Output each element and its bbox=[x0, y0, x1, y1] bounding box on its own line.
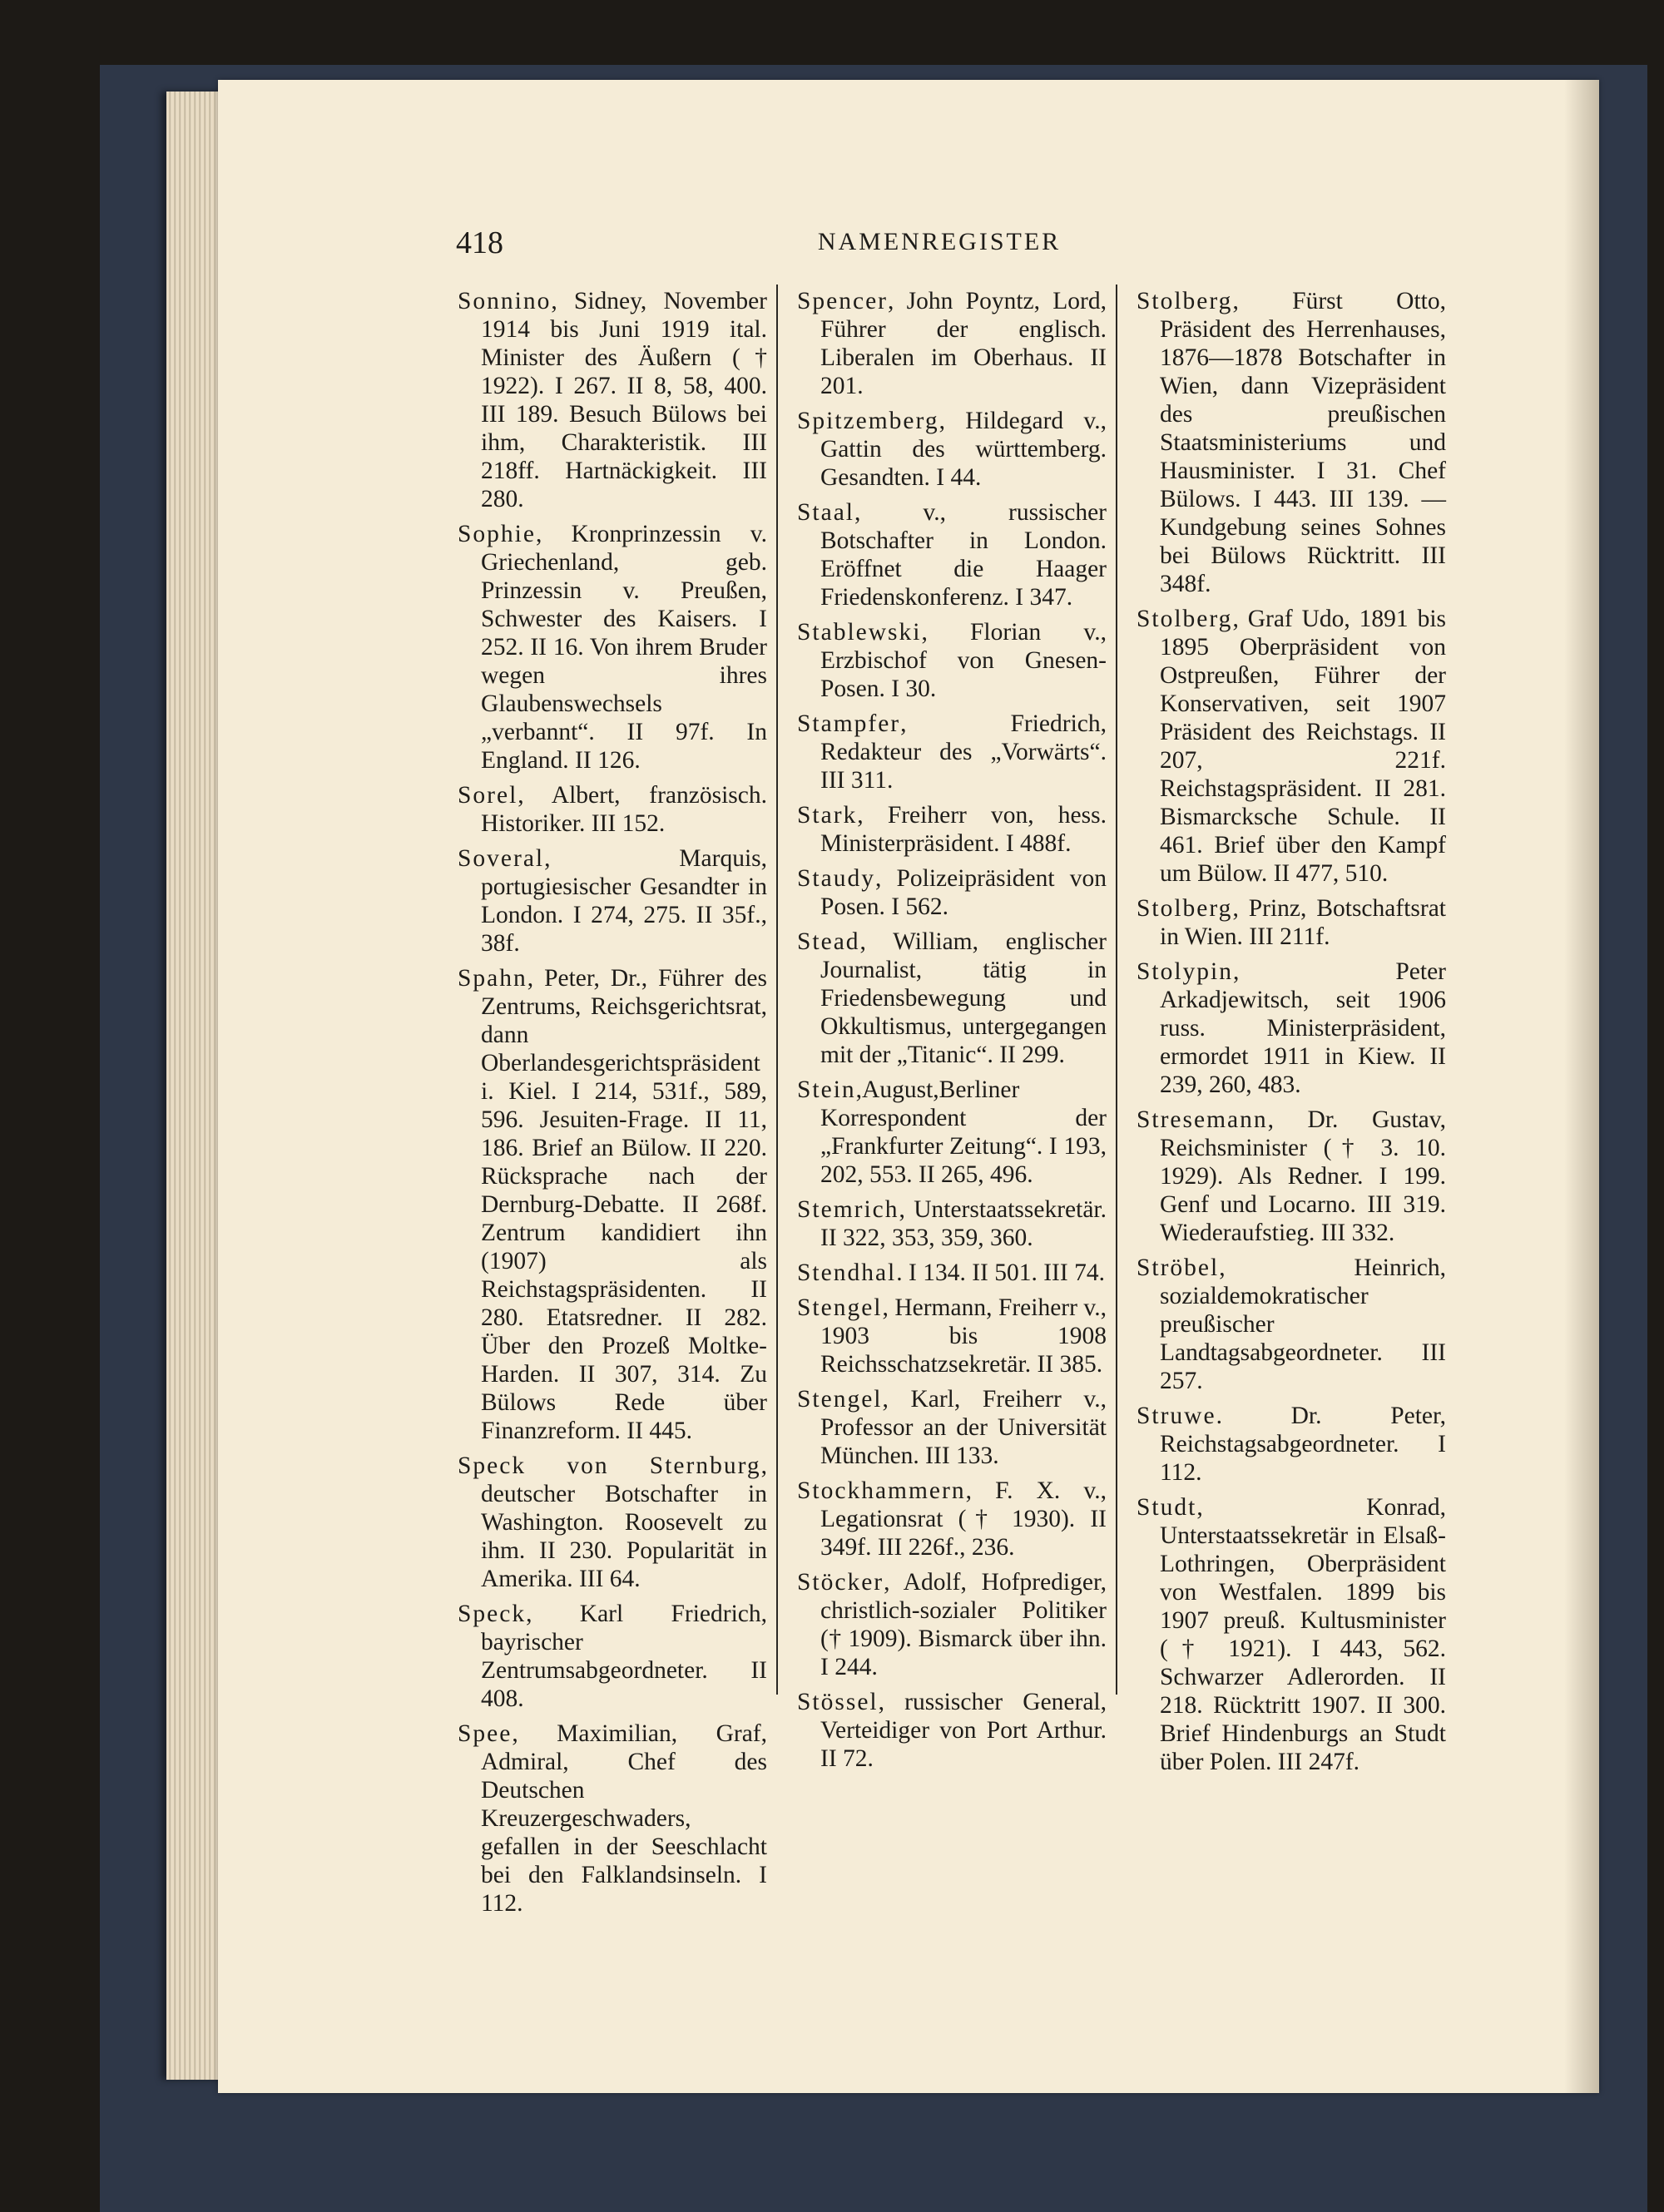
entry-name: Stemrich bbox=[797, 1196, 899, 1223]
entry-name: Stolberg bbox=[1137, 895, 1233, 922]
index-entry bbox=[797, 1294, 1107, 1378]
entry-name: Speck bbox=[458, 1601, 527, 1627]
index-entry bbox=[797, 864, 1107, 921]
index-entry bbox=[797, 1688, 1107, 1773]
index-entry bbox=[1137, 287, 1446, 598]
index-entry bbox=[797, 1477, 1107, 1561]
entry-name: Staudy bbox=[797, 865, 875, 892]
entry-text: , Heinrich, sozialdemokratischer preußischer Landtagsabgeordneter. III 257. bbox=[1160, 1254, 1446, 1394]
entry-name: Stolberg bbox=[1137, 288, 1233, 314]
entry-text: , Adolf, Hofprediger, christlich-sozialer Politiker († 1909). Bismarck über ihn. I 244. bbox=[820, 1569, 1107, 1680]
column-rule bbox=[776, 285, 778, 1695]
page-header bbox=[456, 225, 1423, 266]
entry-text: , Peter, Dr., Führer des Zentrums, Reichsgerichtsrat, dann Oberlandesgerichtspräsident i. Kiel. I 214, 531f., 589, 596. Jesuiten-Frage. II 11, 186. Brief an Bülow. II 220. Rücksprache nach der Dernburg-Debatte. II 268f. Zentrum kandidiert ihn (1907) als Reichstagspräsidenten. II 280. Etatsredner. II 282. Über den Prozeß Moltke-Harden. II 307, 314. Zu Bülows Rede über Finanzreform. II 445. bbox=[481, 965, 767, 1444]
entry-name: Sorel bbox=[458, 782, 518, 809]
entry-name: Stead bbox=[797, 928, 860, 955]
entry-name: Stampfer bbox=[797, 710, 901, 737]
index-entry bbox=[458, 781, 767, 838]
entry-name: Struwe bbox=[1137, 1403, 1216, 1429]
index-entry bbox=[1137, 958, 1446, 1099]
index-entry bbox=[458, 1720, 767, 1918]
entry-name: Stössel bbox=[797, 1689, 879, 1715]
index-entry bbox=[797, 407, 1107, 492]
entry-text: , Polizeipräsident von Posen. I 562. bbox=[820, 865, 1107, 920]
entry-text: , Karl Friedrich, bayrischer Zentrumsabgeordneter. II 408. bbox=[481, 1601, 767, 1712]
entry-name: Stendhal bbox=[797, 1259, 897, 1286]
gutter-shadow bbox=[1564, 80, 1599, 2093]
index-entry bbox=[1137, 1402, 1446, 1487]
entry-text: , William, englischer Journalist, tätig in Friedensbewegung und Okkultismus, untergegangen mit der „Titanic“. II 299. bbox=[820, 928, 1107, 1068]
entry-name: Stengel bbox=[797, 1386, 883, 1413]
entry-name: Stein bbox=[797, 1076, 856, 1103]
entry-text: , Dr. Gustav, Reichsminister († 3. 10. 1929). Als Redner. I 199. Genf und Locarno. III 319. Wiederaufstieg. III 332. bbox=[1160, 1106, 1446, 1246]
entry-text: , Freiherr von, hess. Ministerpräsident. I 488f. bbox=[820, 802, 1107, 857]
entry-text: , deutscher Botschafter in Washington. Roosevelt zu ihm. II 230. Popularität in Amerika. III 64. bbox=[481, 1452, 767, 1592]
entry-name: Spahn bbox=[458, 965, 527, 992]
entry-name: Stresemann bbox=[1137, 1106, 1268, 1133]
entry-name: Stark bbox=[797, 802, 858, 829]
entry-text: , Kronprinzessin v. Griechenland, geb. Prinzessin v. Preußen, Schwester des Kaisers. I 252. II 16. Von ihrem Bruder wegen ihres Glaubenswechsels „verbannt“. II 97f. In England. II 126. bbox=[481, 521, 767, 774]
index-entry bbox=[458, 844, 767, 958]
index-entry bbox=[797, 1385, 1107, 1470]
entry-text: , Florian v., Erzbischof von Gnesen-Posen. I 30. bbox=[820, 619, 1107, 702]
entry-text: , Sidney, November 1914 bis Juni 1919 ital. Minister des Äußern († 1922). I 267. II 8, 58, 400. III 189. Besuch Bülows bei ihm, Charakteristik. III 218ff. Hartnäckigkeit. III 280. bbox=[481, 288, 767, 512]
index-entry bbox=[458, 1452, 767, 1593]
index-entry bbox=[797, 287, 1107, 400]
index-entry bbox=[458, 1600, 767, 1713]
entry-text: , v., russischer Botschafter in London. Eröffnet die Haager Friedenskonferenz. I 347. bbox=[820, 499, 1107, 611]
index-column-1 bbox=[458, 287, 767, 1924]
entry-text: , Hildegard v., Gattin des württemberg. Gesandten. I 44. bbox=[820, 408, 1107, 491]
entry-name: Stolypin bbox=[1137, 958, 1233, 985]
entry-name: Spencer bbox=[797, 288, 889, 314]
entry-name: Staal bbox=[797, 499, 854, 526]
index-entry bbox=[458, 964, 767, 1445]
entry-name: Soveral bbox=[458, 845, 545, 872]
entry-name: Stengel bbox=[797, 1294, 883, 1321]
entry-text: , Peter Arkadjewitsch, seit 1906 russ. Ministerpräsident, ermordet 1911 in Kiew. II 239, 260, 483. bbox=[1160, 958, 1446, 1098]
running-head: NAMENREGISTER bbox=[817, 228, 1062, 255]
entry-text: , russischer General, Verteidiger von Port Arthur. II 72. bbox=[820, 1689, 1107, 1772]
index-entry bbox=[797, 1076, 1107, 1189]
index-entry bbox=[797, 1195, 1107, 1252]
entry-name: Stolberg bbox=[1137, 606, 1233, 632]
entry-text: , Marquis, portugiesischer Gesandter in London. I 274, 275. II 35f., 38f. bbox=[481, 845, 767, 957]
entry-name: Stöcker bbox=[797, 1569, 884, 1596]
index-entry bbox=[797, 1568, 1107, 1681]
entry-name: Ströbel bbox=[1137, 1254, 1220, 1281]
index-entry bbox=[458, 520, 767, 774]
entry-name: Spitzemberg bbox=[797, 408, 939, 434]
index-entry bbox=[797, 1259, 1107, 1287]
entry-text: , Graf Udo, 1891 bis 1895 Oberpräsident von Ostpreußen, Führer der Konservativen, seit 1907 Präsident des Reichstags. II 207, 221f. Reichstagspräsident. II 281. Bismarcksche Schule. II 461. Brief über den Kampf um Bülow. II 477, 510. bbox=[1160, 606, 1446, 887]
page-number: 418 bbox=[456, 225, 503, 260]
entry-text: . I 134. II 501. III 74. bbox=[896, 1259, 1105, 1286]
entry-text: , Prinz, Botschaftsrat in Wien. III 211f. bbox=[1160, 895, 1446, 950]
entry-text: , Konrad, Unterstaatssekretär in Elsaß-Lothringen, Oberpräsident von Westfalen. 1899 bis 1907 preuß. Kultusminister († 1921). I 443, 562. Schwarzer Adlerorden. II 218. Rücktritt 1907. II 300. Brief Hindenburgs an Studt über Polen. III 247f. bbox=[1160, 1494, 1446, 1775]
index-entry bbox=[797, 618, 1107, 703]
index-entry bbox=[797, 928, 1107, 1069]
index-column-3 bbox=[1137, 287, 1446, 1783]
entry-text: , Fürst Otto, Präsident des Herrenhauses, 1876—1878 Botschafter in Wien, dann Vizepräsident des preußischen Staatsministeriums und Hausminister. I 31. Chef Bülows. I 443. III 139. — Kundgebung seines Sohnes bei Bülows Rücktritt. III 348f. bbox=[1160, 288, 1446, 597]
entry-text: , F. X. v., Legationsrat († 1930). II 349f. III 226f., 236. bbox=[820, 1477, 1107, 1561]
entry-text: ,August,Berliner Korrespondent der „Frankfurter Zeitung“. I 193, 202, 553. II 265, 496. bbox=[820, 1076, 1107, 1188]
index-column-2 bbox=[797, 287, 1107, 1779]
entry-text: , Unterstaatssekretär. II 322, 353, 359, 360. bbox=[820, 1196, 1107, 1251]
index-entry bbox=[797, 498, 1107, 611]
entry-text: , John Poyntz, Lord, Führer der englisch. Liberalen im Oberhaus. II 201. bbox=[820, 288, 1107, 399]
entry-name: Studt bbox=[1137, 1494, 1197, 1521]
entry-text: , Albert, französisch. Historiker. III 152. bbox=[481, 782, 767, 837]
column-rule bbox=[1116, 285, 1117, 1695]
entry-text: , Hermann, Freiherr v., 1903 bis 1908 Reichsschatzsekretär. II 385. bbox=[820, 1294, 1107, 1378]
entry-name: Sophie bbox=[458, 521, 536, 547]
entry-name: Stockhammern bbox=[797, 1477, 966, 1504]
entry-text: , Maximilian, Graf, Admiral, Chef des Deutschen Kreuzergeschwaders, gefallen in der Seeschlacht bei den Falklandsinseln. I 112. bbox=[481, 1720, 767, 1917]
index-entry bbox=[797, 801, 1107, 858]
entry-name: Sonnino bbox=[458, 288, 552, 314]
index-entry bbox=[1137, 894, 1446, 951]
index-entry bbox=[458, 287, 767, 513]
entry-name: Speck von Sternburg bbox=[458, 1452, 761, 1479]
entry-name: Stablewski bbox=[797, 619, 922, 646]
index-entry bbox=[797, 710, 1107, 794]
index-entry bbox=[1137, 1106, 1446, 1247]
index-entry bbox=[1137, 1254, 1446, 1395]
entry-text: , Karl, Freiherr v., Professor an der Universität München. III 133. bbox=[820, 1386, 1107, 1469]
entry-text: , Friedrich, Redakteur des „Vorwärts“. III 311. bbox=[820, 710, 1107, 794]
entry-name: Spee bbox=[458, 1720, 513, 1747]
index-entry bbox=[1137, 1493, 1446, 1776]
index-entry bbox=[1137, 605, 1446, 888]
entry-text: . Dr. Peter, Reichstagsabgeordneter. I 112. bbox=[1160, 1403, 1446, 1486]
